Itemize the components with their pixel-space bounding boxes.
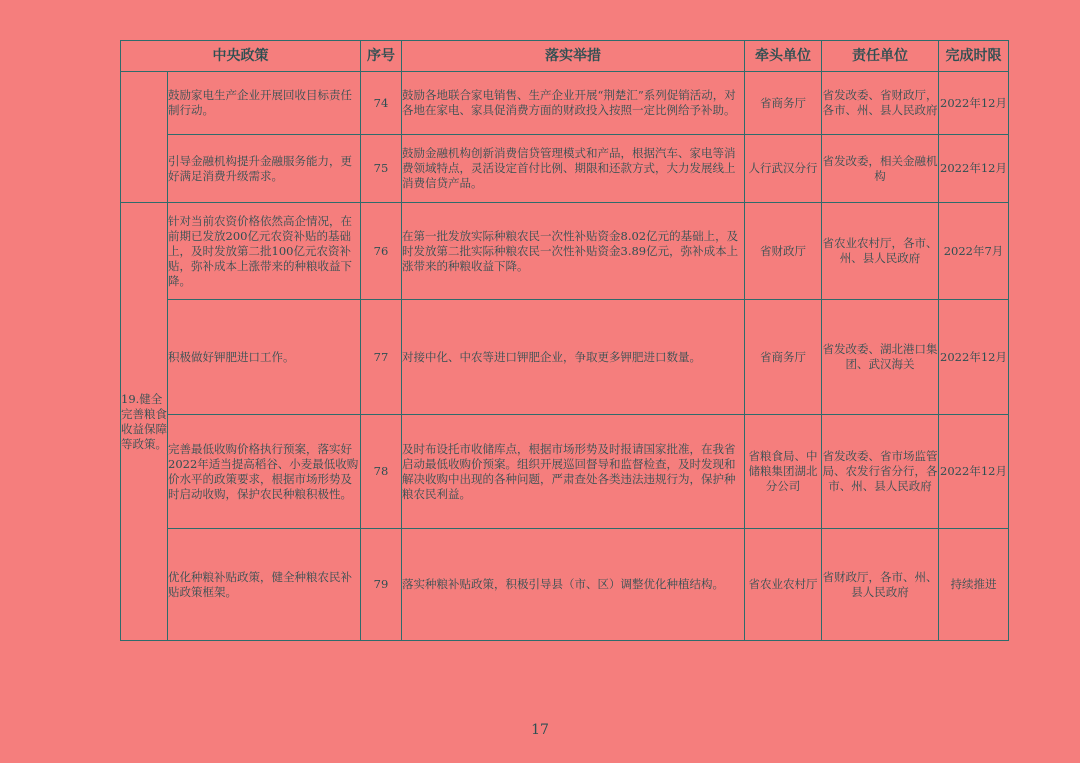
deadline-cell: 持续推进 bbox=[939, 529, 1009, 641]
header-central-policy: 中央政策 bbox=[121, 41, 361, 72]
measure-cell: 对接中化、中农等进口钾肥企业，争取更多钾肥进口数量。 bbox=[402, 300, 745, 415]
table-row bbox=[121, 300, 1009, 415]
policy-cell: 鼓励家电生产企业开展回收目标责任制行动。 bbox=[168, 72, 361, 135]
measure-cell: 鼓励金融机构创新消费信贷管理模式和产品，根据汽车、家电等消费领域特点，灵活设定首付比例、期限和还款方式，大力发展线上消费信贷产品。 bbox=[402, 135, 745, 203]
responsible-unit-cell: 省发改委、省财政厅，各市、州、县人民政府 bbox=[822, 72, 939, 135]
policy-cell: 针对当前农资价格依然高企情况，在前期已发放200亿元农资补贴的基础上，及时发放第二批100亿元农资补贴，弥补成本上涨带来的种粮收益下降。 bbox=[168, 203, 361, 300]
serial-cell: 77 bbox=[361, 300, 402, 415]
table-row bbox=[121, 72, 1009, 135]
responsible-unit-cell: 省农业农村厅，各市、州、县人民政府 bbox=[822, 203, 939, 300]
header-responsible-unit: 责任单位 bbox=[822, 41, 939, 72]
header-serial-number: 序号 bbox=[361, 41, 402, 72]
responsible-unit-cell: 省发改委、省市场监管局、农发行省分行，各市、州、县人民政府 bbox=[822, 415, 939, 529]
measure-cell: 及时布设托市收储库点，根据市场形势及时报请国家批准，在我省启动最低收购价预案。组织开展巡回督导和监督检查，及时发现和解决收购中出现的各种问题，严肃查处各类违法违规行为，保护种粮农民利益。 bbox=[402, 415, 745, 529]
measure-cell: 落实种粮补贴政策，积极引导县（市、区）调整优化种植结构。 bbox=[402, 529, 745, 641]
deadline-cell: 2022年12月 bbox=[939, 72, 1009, 135]
deadline-cell: 2022年12月 bbox=[939, 415, 1009, 529]
policy-cell: 引导金融机构提升金融服务能力，更好满足消费升级需求。 bbox=[168, 135, 361, 203]
table-row bbox=[121, 135, 1009, 203]
lead-unit-cell: 省农业农村厅 bbox=[745, 529, 822, 641]
deadline-cell: 2022年12月 bbox=[939, 300, 1009, 415]
measure-cell: 在第一批发放实际种粮农民一次性补贴资金8.02亿元的基础上，及时发放第二批实际种粮农民一次性补贴资金3.89亿元，弥补成本上涨带来的种粮收益下降。 bbox=[402, 203, 745, 300]
serial-cell: 76 bbox=[361, 203, 402, 300]
measure-cell: 鼓励各地联合家电销售、生产企业开展“荆楚汇”系列促销活动，对各地在家电、家具促消费方面的财政投入按照一定比例给予补助。 bbox=[402, 72, 745, 135]
lead-unit-cell: 省粮食局、中储粮集团湖北分公司 bbox=[745, 415, 822, 529]
lead-unit-cell: 人行武汉分行 bbox=[745, 135, 822, 203]
policy-table bbox=[120, 40, 1009, 641]
table-row bbox=[121, 529, 1009, 641]
group-cell-empty bbox=[121, 72, 168, 203]
deadline-cell: 2022年7月 bbox=[939, 203, 1009, 300]
lead-unit-cell: 省商务厅 bbox=[745, 72, 822, 135]
policy-cell: 积极做好钾肥进口工作。 bbox=[168, 300, 361, 415]
serial-cell: 75 bbox=[361, 135, 402, 203]
serial-cell: 74 bbox=[361, 72, 402, 135]
table-row bbox=[121, 203, 1009, 300]
lead-unit-cell: 省财政厅 bbox=[745, 203, 822, 300]
responsible-unit-cell: 省发改委、湖北港口集团、武汉海关 bbox=[822, 300, 939, 415]
policy-cell: 完善最低收购价格执行预案，落实好2022年适当提高稻谷、小麦最低收购价水平的政策要求，根据市场形势及时启动收购，保护农民种粮积极性。 bbox=[168, 415, 361, 529]
header-row bbox=[121, 41, 1009, 72]
serial-cell: 79 bbox=[361, 529, 402, 641]
responsible-unit-cell: 省发改委，相关金融机构 bbox=[822, 135, 939, 203]
lead-unit-cell: 省商务厅 bbox=[745, 300, 822, 415]
deadline-cell: 2022年12月 bbox=[939, 135, 1009, 203]
header-measures: 落实举措 bbox=[402, 41, 745, 72]
header-deadline: 完成时限 bbox=[939, 41, 1009, 72]
table-row bbox=[121, 415, 1009, 529]
serial-cell: 78 bbox=[361, 415, 402, 529]
header-lead-unit: 牵头单位 bbox=[745, 41, 822, 72]
page-number: 17 bbox=[531, 722, 549, 738]
policy-cell: 优化种粮补贴政策，健全种粮农民补贴政策框架。 bbox=[168, 529, 361, 641]
responsible-unit-cell: 省财政厅，各市、州、县人民政府 bbox=[822, 529, 939, 641]
group-label-cell: 19.健全完善粮食收益保障等政策。 bbox=[121, 203, 168, 641]
